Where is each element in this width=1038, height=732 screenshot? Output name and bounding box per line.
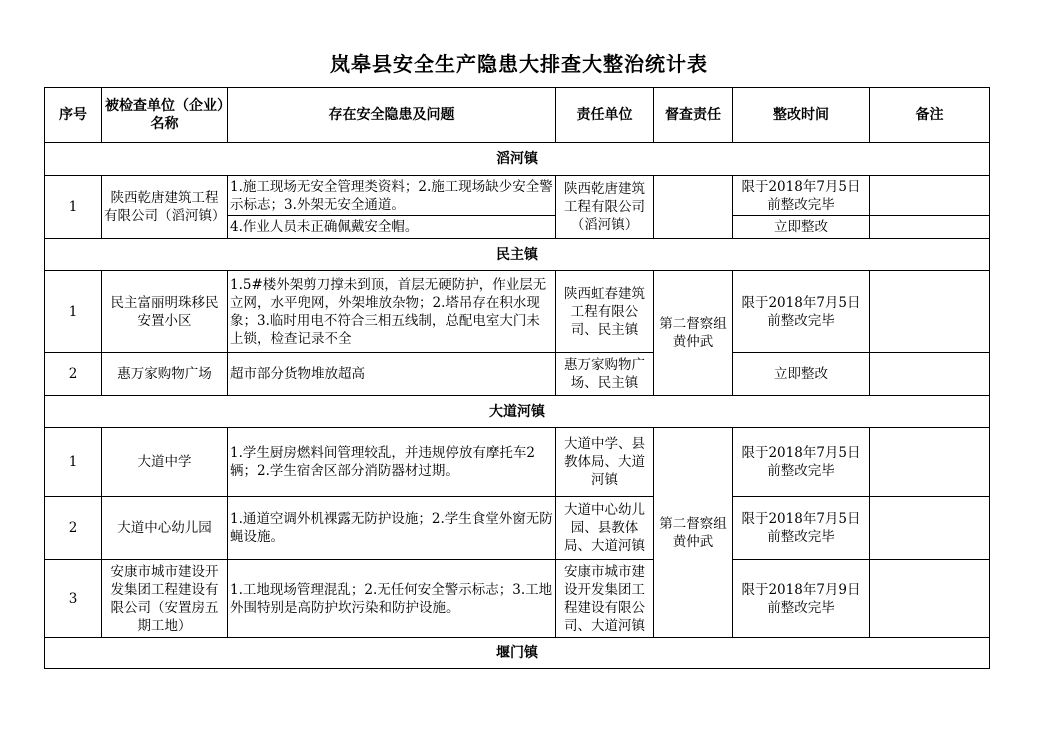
row-responsible: 陕西乾唐建筑工程有限公司（滔河镇） [556, 176, 654, 239]
header-issues: 存在安全隐患及问题 [228, 88, 556, 143]
header-responsible: 责任单位 [556, 88, 654, 143]
row-issues: 1.学生厨房燃料间管理较乱，并违规停放有摩托车2辆；2.学生宿舍区部分消防器材过期。 [228, 428, 556, 497]
row-no: 2 [45, 497, 102, 560]
row-no: 2 [45, 353, 102, 396]
row-deadline: 限于2018年7月5日前整改完毕 [733, 271, 870, 353]
row-remark [870, 353, 990, 396]
section-row [45, 396, 990, 428]
row-supervisor [654, 176, 733, 239]
row-issues: 1.5#楼外架剪刀撑未到顶，首层无硬防护，作业层无立网，水平兜网，外架堆放杂物；2.塔吊存在积水现象；3.临时用电不符合三相五线制，总配电室大门未上锁，检查记录不全 [228, 271, 556, 353]
row-supervisor: 第二督察组黄仲武 [654, 428, 733, 638]
row-no: 1 [45, 428, 102, 497]
section-name: 堰门镇 [45, 638, 990, 669]
table-row [45, 353, 990, 396]
row-responsible: 安康市城市建设开发集团工程建设有限公司、大道河镇 [556, 560, 654, 638]
section-row [45, 143, 990, 176]
row-responsible: 大道中心幼儿园、县教体局、大道河镇 [556, 497, 654, 560]
header-remark: 备注 [870, 88, 990, 143]
row-issues: 超市部分货物堆放超高 [228, 353, 556, 396]
row-remark [870, 560, 990, 638]
header-supervisor: 督查责任 [654, 88, 733, 143]
row-unit: 安康市城市建设开发集团工程建设有限公司（安置房五期工地） [102, 560, 228, 638]
row-responsible: 惠万家购物广场、民主镇 [556, 353, 654, 396]
header-unit: 被检查单位（企业）名称 [102, 88, 228, 143]
header-row [45, 88, 990, 143]
header-no: 序号 [45, 88, 102, 143]
section-name: 滔河镇 [45, 143, 990, 176]
row-issues: 1.施工现场无安全管理类资料；2.施工现场缺少安全警示标志；3.外架无安全通道。 [228, 176, 556, 216]
row-remark [870, 271, 990, 353]
table-row [45, 497, 990, 560]
row-no: 1 [45, 271, 102, 353]
table-row [45, 428, 990, 497]
row-remark [870, 497, 990, 560]
row-unit: 大道中心幼儿园 [102, 497, 228, 560]
row-no: 1 [45, 176, 102, 239]
row-deadline: 限于2018年7月9日前整改完毕 [733, 560, 870, 638]
page-title: 岚皋县安全生产隐患大排查大整治统计表 [330, 52, 708, 76]
row-issues: 1.工地现场管理混乱；2.无任何安全警示标志；3.工地外围特别是高防护坎污染和防护设施。 [228, 560, 556, 638]
row-issues: 4.作业人员未正确佩戴安全帽。 [228, 216, 556, 239]
row-remark [870, 216, 990, 239]
row-deadline: 立即整改 [733, 216, 870, 239]
table-row [45, 560, 990, 638]
row-responsible: 大道中学、县教体局、大道河镇 [556, 428, 654, 497]
section-name: 大道河镇 [45, 396, 990, 428]
section-row [45, 638, 990, 669]
row-remark [870, 176, 990, 216]
row-remark [870, 428, 990, 497]
header-deadline: 整改时间 [733, 88, 870, 143]
row-deadline: 限于2018年7月5日前整改完毕 [733, 176, 870, 216]
row-unit: 陕西乾唐建筑工程有限公司（滔河镇） [102, 176, 228, 239]
row-responsible: 陕西虹春建筑工程有限公司、民主镇 [556, 271, 654, 353]
table-row [45, 271, 990, 353]
row-no: 3 [45, 560, 102, 638]
row-deadline: 限于2018年7月5日前整改完毕 [733, 428, 870, 497]
row-unit: 民主富丽明珠移民安置小区 [102, 271, 228, 353]
row-unit: 大道中学 [102, 428, 228, 497]
row-deadline: 立即整改 [733, 353, 870, 396]
row-unit: 惠万家购物广场 [102, 353, 228, 396]
section-row [45, 239, 990, 271]
table-row [45, 176, 990, 216]
section-name: 民主镇 [45, 239, 990, 271]
row-supervisor: 第二督察组黄仲武 [654, 271, 733, 396]
row-deadline: 限于2018年7月5日前整改完毕 [733, 497, 870, 560]
row-issues: 1.通道空调外机裸露无防护设施；2.学生食堂外窗无防蝇设施。 [228, 497, 556, 560]
inspection-table [44, 87, 990, 669]
